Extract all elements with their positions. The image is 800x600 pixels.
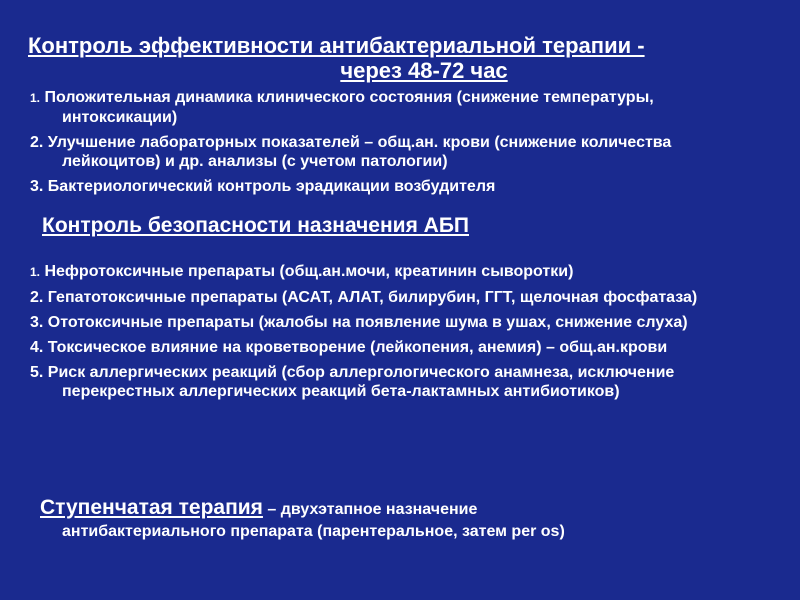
efficacy-title-line1: Контроль эффективности антибактериальной терапии - [28,33,645,58]
step-therapy-dash: – [262,501,281,518]
safety-item-2 [30,288,770,307]
efficacy-item-1 [30,88,770,127]
item-number: 1. [30,265,41,279]
step-therapy-text-line1: двухэтапное назначение [280,501,478,518]
efficacy-title-line2: через 48-72 час [340,58,508,83]
item-number: 2. [30,289,44,306]
item-text: Положительная динамика клинического состояния (снижение температуры, интоксикации) [44,89,654,126]
safety-item-4 [30,338,770,357]
efficacy-item-3 [30,177,770,196]
item-number: 4. [30,339,44,356]
item-number: 3. [30,314,44,331]
safety-item-3 [30,313,770,332]
safety-item-5 [30,363,770,401]
item-text: Гепатотоксичные препараты (АСАТ, АЛАТ, билирубин, ГГТ, щелочная фосфатаза) [47,289,698,306]
item-number: 3. [30,178,44,195]
item-number: 2. [30,134,44,151]
item-number: 5. [30,364,44,381]
safety-item-1 [30,262,770,282]
step-therapy-block [40,497,760,543]
item-number: 1. [30,91,41,105]
safety-control-title: Контроль безопасности назначения АБП [42,214,470,237]
efficacy-item-2 [30,133,770,171]
item-text: Риск аллергических реакций (сбор аллергологического анамнеза, исключение перекрестных аллергических реакций бета-лактамных антибиотиков) [47,364,675,400]
item-text: Ототоксичные препараты (жалобы на появление шума в ушах, снижение слуха) [47,314,688,331]
step-therapy-text-line2: антибактериального препарата (парентеральное, затем per os) [62,523,565,540]
efficacy-list [30,88,770,202]
item-text: Улучшение лабораторных показателей – общ.ан. крови (снижение количества лейкоцитов) и др. анализы (с учетом патологии) [47,134,672,170]
item-text: Бактериологический контроль эрадикации возбудителя [47,178,496,195]
step-therapy-title: Ступенчатая терапия [40,496,263,519]
item-text: Токсическое влияние на кроветворение (лейкопения, анемия) – общ.ан.крови [47,339,668,356]
item-text: Нефротоксичные препараты (общ.ан.мочи, креатинин сыворотки) [44,263,574,280]
efficacy-control-title [28,33,780,83]
safety-list [30,262,770,407]
